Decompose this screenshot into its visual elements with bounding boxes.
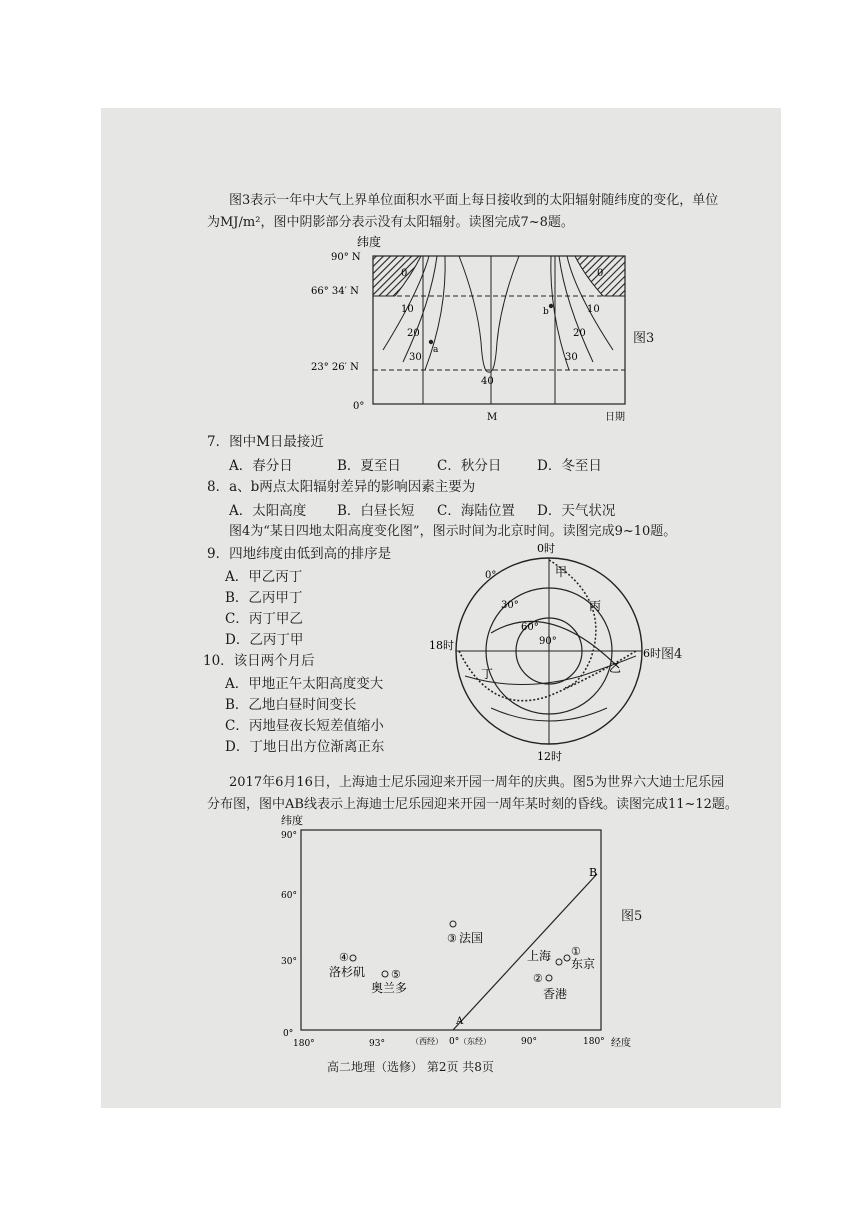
fig5-park-hk-name: 香港 <box>543 987 568 1001</box>
figure-4 <box>431 538 691 768</box>
fig5-caption: 图5 <box>621 909 643 924</box>
q7-option-c[interactable]: C．秋分日 <box>437 458 502 474</box>
fig3-label-r20: 20 <box>573 328 586 339</box>
fig4-left: 18时 <box>429 639 454 652</box>
fig5-park-tokyo-name: 东京 <box>571 957 596 971</box>
fig4-place-yi: 乙 <box>609 661 622 675</box>
fig3-ylabel: 纬度 <box>357 235 382 249</box>
fig4-ring-30: 30° <box>501 600 519 611</box>
q9-stem: 9．四地纬度由低到高的排序是 <box>207 546 392 562</box>
q9-option-d[interactable]: D．乙丙丁甲 <box>225 632 304 648</box>
fig4-top: 0时 <box>537 542 555 555</box>
intro-fig5-line1: 2017年6月16日，上海迪士尼乐园迎来开园一周年的庆典。图5为世界六大迪士尼乐园 <box>229 775 725 790</box>
q10-stem: 10．该日两个月后 <box>203 653 315 669</box>
exam-page <box>101 108 781 1108</box>
q8-option-a[interactable]: A．太阳高度 <box>229 503 307 519</box>
fig5-park-shanghai-dot <box>556 959 562 965</box>
fig3-label-40: 40 <box>481 376 494 387</box>
fig3-label-l0: 0 <box>401 268 408 279</box>
fig4-ring-0: 0° <box>485 570 497 581</box>
fig5-park-hk-num: ② <box>533 972 543 985</box>
fig3-label-a: a <box>433 345 439 355</box>
q9-option-a[interactable]: A．甲乙丙丁 <box>225 569 303 585</box>
fig5-xtick-0: 0° <box>449 1037 460 1047</box>
fig3-contour-40 <box>459 256 519 372</box>
q10-option-d[interactable]: D．丁地日出方位渐离正东 <box>225 739 385 755</box>
fig3-label-l10: 10 <box>401 304 414 315</box>
q7-option-b[interactable]: B．夏至日 <box>337 458 401 474</box>
fig4-place-ding: 丁 <box>481 667 494 681</box>
fig5-park-paris-name: 法国 <box>459 931 484 945</box>
fig5-label-b: B <box>589 866 598 879</box>
fig3-tick-23: 23° 26′ N <box>311 362 359 373</box>
intro-fig4: 图4为“某日四地太阳高度变化图”，图示时间为北京时间。读图完成9~10题。 <box>229 524 677 539</box>
fig3-xmark: M <box>487 412 498 423</box>
fig3-label-r30: 30 <box>565 352 578 363</box>
fig3-shade-left <box>373 256 421 296</box>
fig5-park-paris-num: ③ <box>447 932 457 945</box>
q8-option-d[interactable]: D．天气状况 <box>537 503 616 519</box>
fig5-ytick-30: 30° <box>281 957 297 967</box>
fig5-xnote-w: （西经） <box>411 1037 443 1046</box>
fig3-caption: 图3 <box>633 331 655 346</box>
fig3-label-r10: 10 <box>587 304 600 315</box>
fig5-park-orlando-dot <box>382 971 388 977</box>
fig5-park-shanghai-name: 上海 <box>527 949 552 963</box>
fig5-park-la-dot <box>350 955 356 961</box>
page-footer: 高二地理（选修） 第2页 共8页 <box>327 1060 494 1074</box>
fig5-park-la-name: 洛杉矶 <box>329 965 366 979</box>
fig4-bottom: 12时 <box>537 750 562 763</box>
fig4-place-jia: 甲 <box>555 565 568 579</box>
fig3-label-r0: 0 <box>597 268 604 279</box>
fig3-xlabel: 日期 <box>605 412 625 423</box>
figure-5 <box>271 814 671 1054</box>
fig5-park-orlando-name: 奥兰多 <box>371 981 408 995</box>
q8-option-c[interactable]: C．海陆位置 <box>437 503 515 519</box>
q10-option-c[interactable]: C．丙地昼夜长短差值缩小 <box>225 718 384 734</box>
q10-option-a[interactable]: A．甲地正午太阳高度变大 <box>225 676 384 692</box>
fig5-xlabel: 经度 <box>611 1038 631 1049</box>
q7-stem: 7．图中M日最接近 <box>207 434 324 450</box>
fig5-ylabel: 纬度 <box>281 814 303 827</box>
fig5-park-paris-dot <box>450 921 456 927</box>
fig3-point-a <box>429 340 433 344</box>
fig5-xtick-180w: 180° <box>293 1039 315 1049</box>
fig4-right: 6时 <box>643 647 661 660</box>
fig5-ytick-90: 90° <box>281 831 297 841</box>
fig3-point-b <box>549 304 553 308</box>
fig3-label-b: b <box>543 307 549 317</box>
fig3-tick-90: 90° N <box>331 252 361 263</box>
fig5-xtick-180e: 180° <box>583 1037 605 1047</box>
fig5-park-orlando-num: ⑤ <box>391 968 401 981</box>
q7-option-a[interactable]: A．春分日 <box>229 458 293 474</box>
fig3-tick-66: 66° 34′ N <box>311 286 359 297</box>
q9-option-c[interactable]: C．丙丁甲乙 <box>225 611 303 627</box>
fig4-path-jia <box>549 560 596 688</box>
fig5-ytick-0: 0° <box>283 1029 294 1039</box>
fig5-park-tokyo-dot <box>564 955 570 961</box>
fig3-label-l30: 30 <box>409 352 422 363</box>
q9-option-b[interactable]: B．乙丙甲丁 <box>225 590 303 606</box>
fig5-xtick-90: 90° <box>521 1037 537 1047</box>
fig3-tick-0: 0° <box>353 401 365 412</box>
fig5-park-la-num: ④ <box>339 951 349 964</box>
fig5-xtick-93: 93° <box>369 1039 385 1049</box>
fig5-ytick-60: 60° <box>281 891 297 901</box>
intro-fig5-line2: 分布图，图中AB线表示上海迪士尼乐园迎来开园一周年某时刻的昏线。读图完成11~12题。 <box>207 797 738 812</box>
fig4-caption: 图4 <box>661 647 683 662</box>
fig5-park-tokyo-num: ① <box>571 945 581 958</box>
fig4-place-bing: 丙 <box>589 599 602 613</box>
q8-stem: 8．a、b两点太阳辐射差异的影响因素主要为 <box>207 479 476 495</box>
fig5-xnote-e: （东经） <box>459 1037 491 1046</box>
intro-fig3-line2: 为MJ/m²，图中阴影部分表示没有太阳辐射。读图完成7~8题。 <box>207 215 574 230</box>
fig4-ring-90: 90° <box>539 636 557 647</box>
fig4-ring-60: 60° <box>521 622 539 633</box>
q8-option-b[interactable]: B．白昼长短 <box>337 503 415 519</box>
q7-option-d[interactable]: D．冬至日 <box>537 458 602 474</box>
fig5-park-hk-dot <box>546 975 552 981</box>
fig3-label-l20: 20 <box>407 328 420 339</box>
fig5-label-a: A <box>456 1016 464 1027</box>
intro-fig3-line1: 图3表示一年中大气上界单位面积水平面上每日接收到的太阳辐射随纬度的变化，单位 <box>229 193 719 208</box>
q10-option-b[interactable]: B．乙地白昼时间变长 <box>225 697 357 713</box>
figure-3 <box>311 232 669 432</box>
